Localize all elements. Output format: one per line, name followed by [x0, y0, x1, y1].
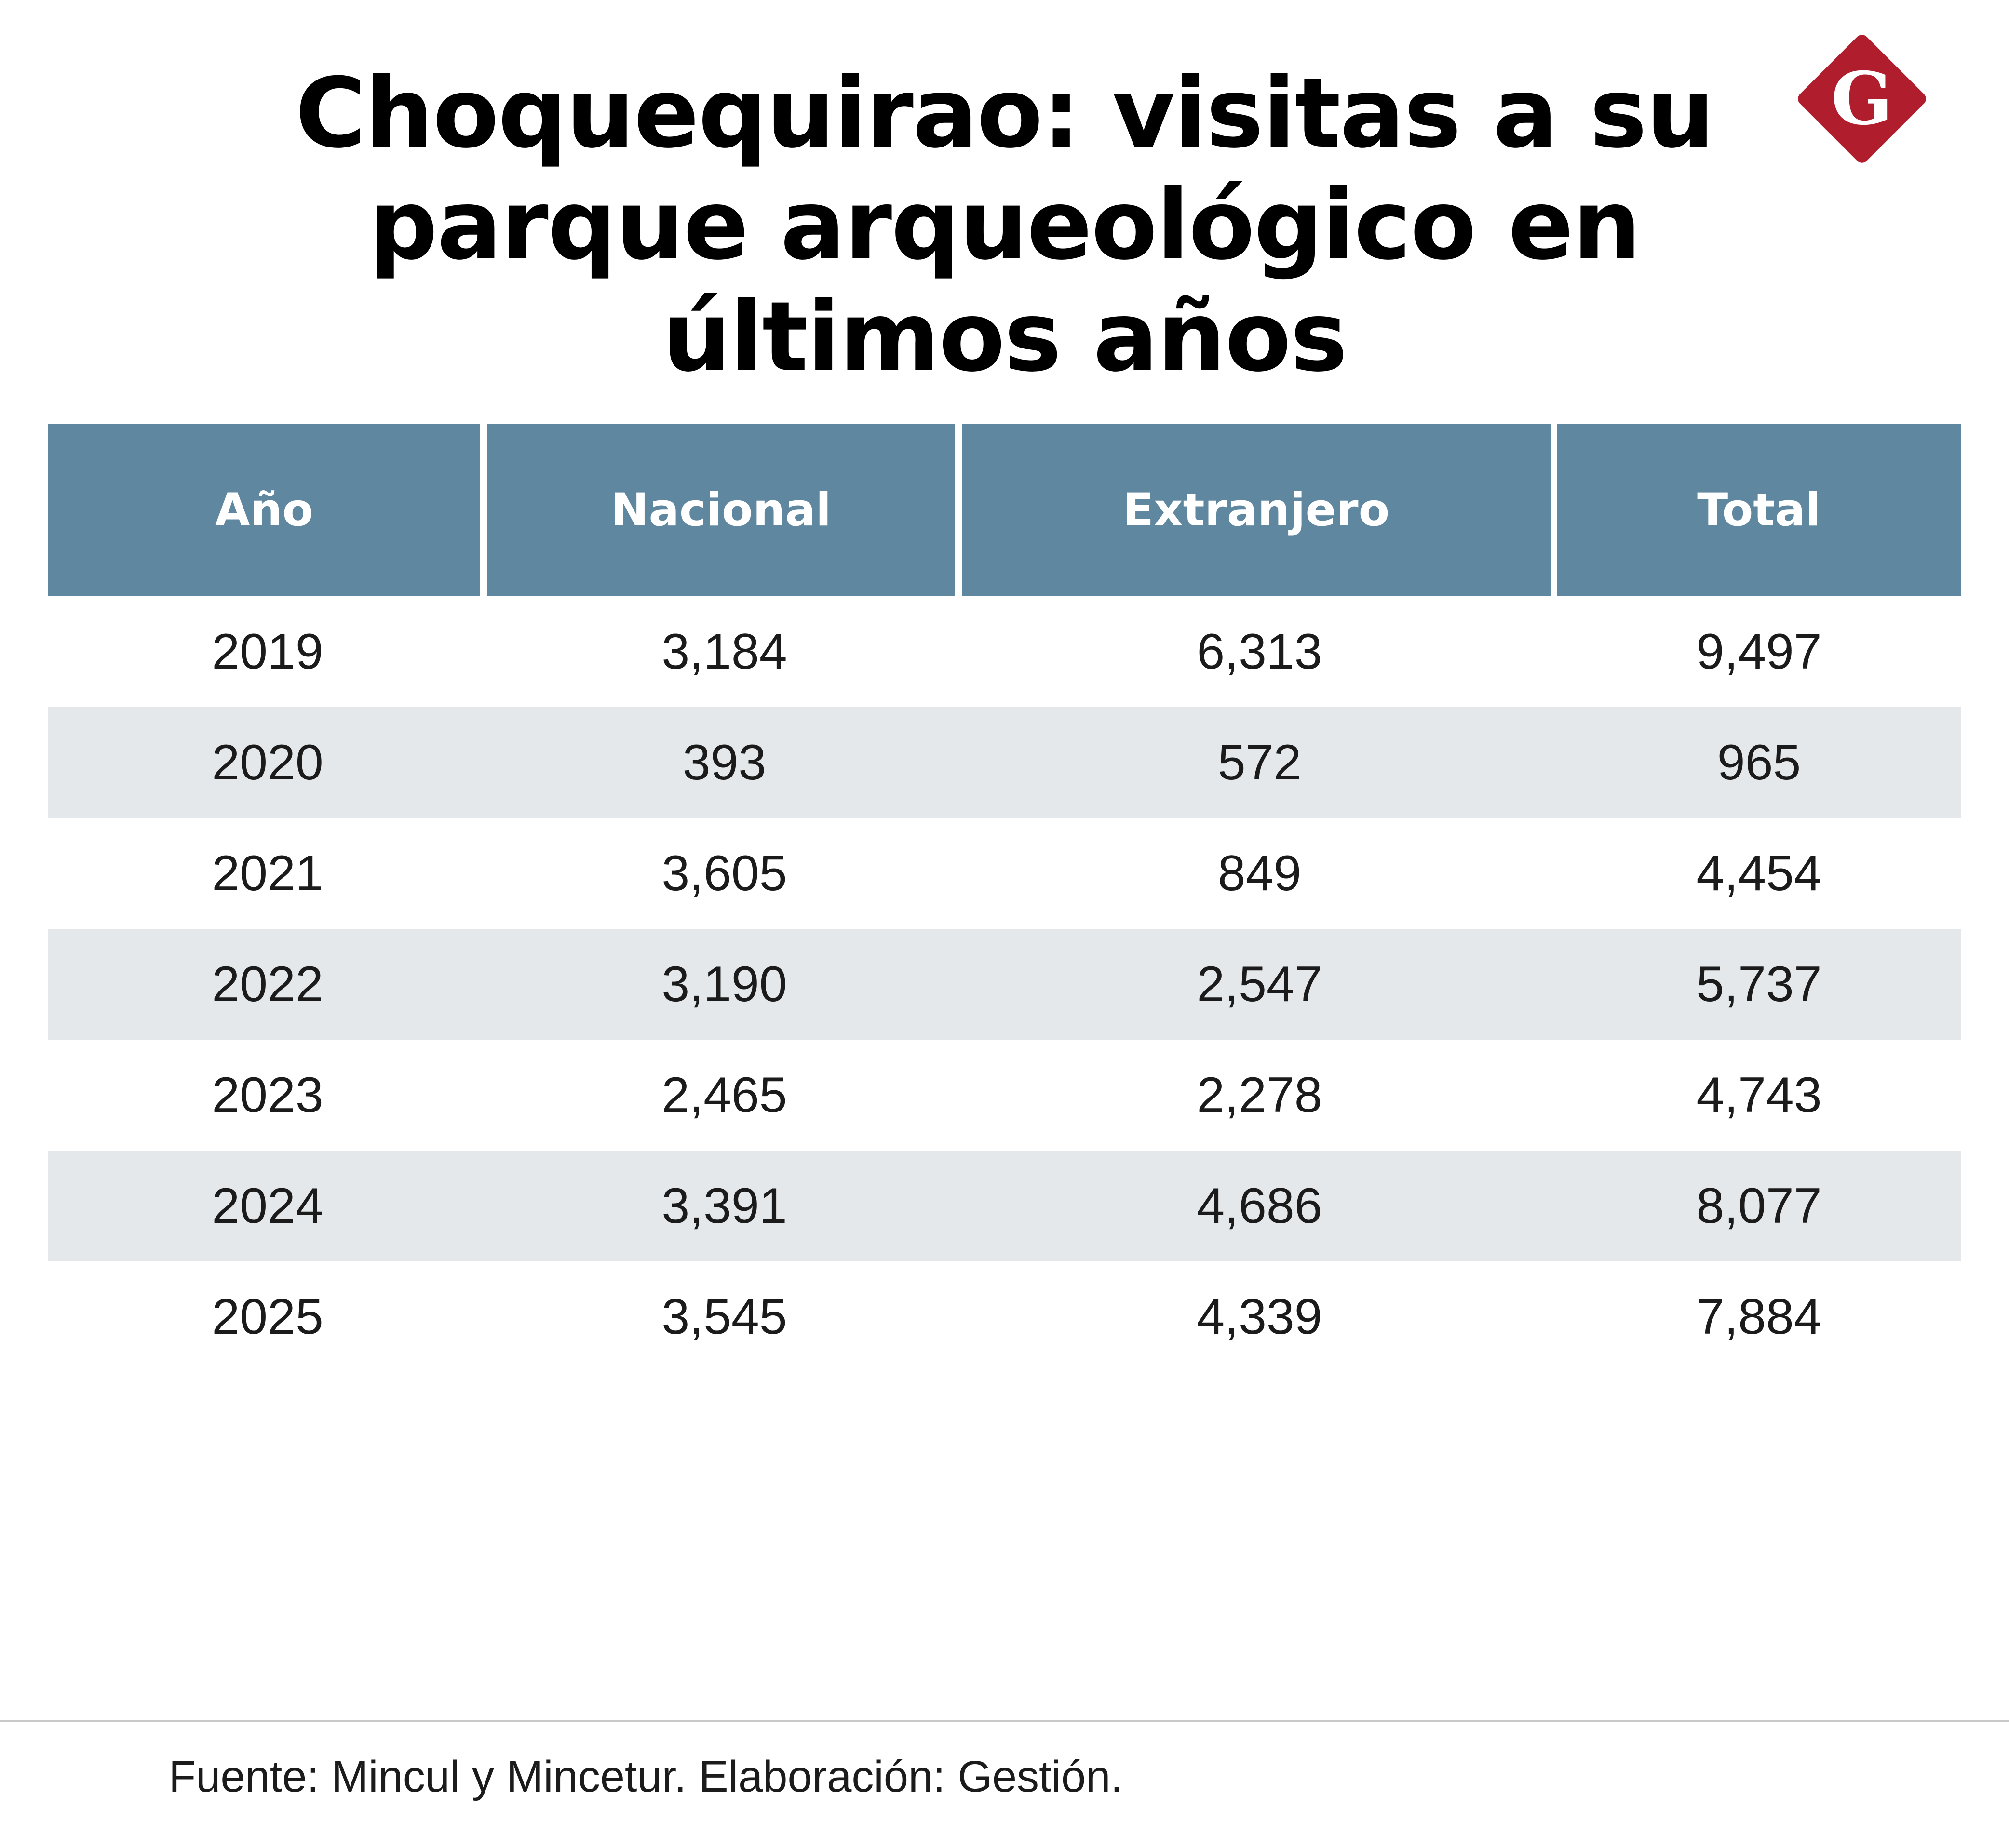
cell-year: 2021 [48, 818, 487, 929]
table-row [48, 1261, 1961, 1372]
cell-extranjero: 2,278 [962, 1040, 1557, 1151]
cell-year: 2022 [48, 929, 487, 1040]
cell-total: 4,454 [1557, 818, 1961, 929]
cell-extranjero: 849 [962, 818, 1557, 929]
cell-year: 2023 [48, 1040, 487, 1151]
table-body [48, 596, 1961, 1372]
cell-total: 965 [1557, 707, 1961, 818]
table-row [48, 707, 1961, 818]
cell-total: 5,737 [1557, 929, 1961, 1040]
column-header-total: Total [1557, 424, 1961, 596]
data-table-container [48, 424, 1961, 1372]
header [0, 0, 2009, 424]
cell-nacional: 3,605 [487, 818, 962, 929]
visits-table [48, 424, 1961, 1372]
cell-nacional: 393 [487, 707, 962, 818]
footer-divider [0, 1720, 2009, 1722]
cell-extranjero: 4,686 [962, 1151, 1557, 1261]
cell-year: 2024 [48, 1151, 487, 1261]
table-row [48, 1151, 1961, 1261]
cell-total: 9,497 [1557, 596, 1961, 707]
cell-nacional: 3,190 [487, 929, 962, 1040]
table-row [48, 818, 1961, 929]
cell-total: 7,884 [1557, 1261, 1961, 1372]
table-row [48, 1040, 1961, 1151]
cell-total: 8,077 [1557, 1151, 1961, 1261]
cell-extranjero: 6,313 [962, 596, 1557, 707]
table-header-row [48, 424, 1961, 596]
gestion-logo [1797, 34, 1927, 164]
table-row [48, 596, 1961, 707]
cell-nacional: 3,545 [487, 1261, 962, 1372]
cell-year: 2025 [48, 1261, 487, 1372]
column-header-extranjero: Extranjero [962, 424, 1557, 596]
logo-letter: G [1831, 56, 1893, 141]
cell-nacional: 3,184 [487, 596, 962, 707]
cell-extranjero: 4,339 [962, 1261, 1557, 1372]
source-note: Fuente: Mincul y Mincetur. Elaboración: Gestión. [169, 1752, 1123, 1801]
cell-nacional: 3,391 [487, 1151, 962, 1261]
cell-total: 4,743 [1557, 1040, 1961, 1151]
cell-nacional: 2,465 [487, 1040, 962, 1151]
table-row [48, 929, 1961, 1040]
cell-extranjero: 572 [962, 707, 1557, 818]
cell-year: 2019 [48, 596, 487, 707]
column-header-year: Año [48, 424, 487, 596]
cell-year: 2020 [48, 707, 487, 818]
column-header-nacional: Nacional [487, 424, 962, 596]
cell-extranjero: 2,547 [962, 929, 1557, 1040]
page-title: Choquequirao: visitas a su parque arqueológico en últimos años [295, 57, 1714, 393]
